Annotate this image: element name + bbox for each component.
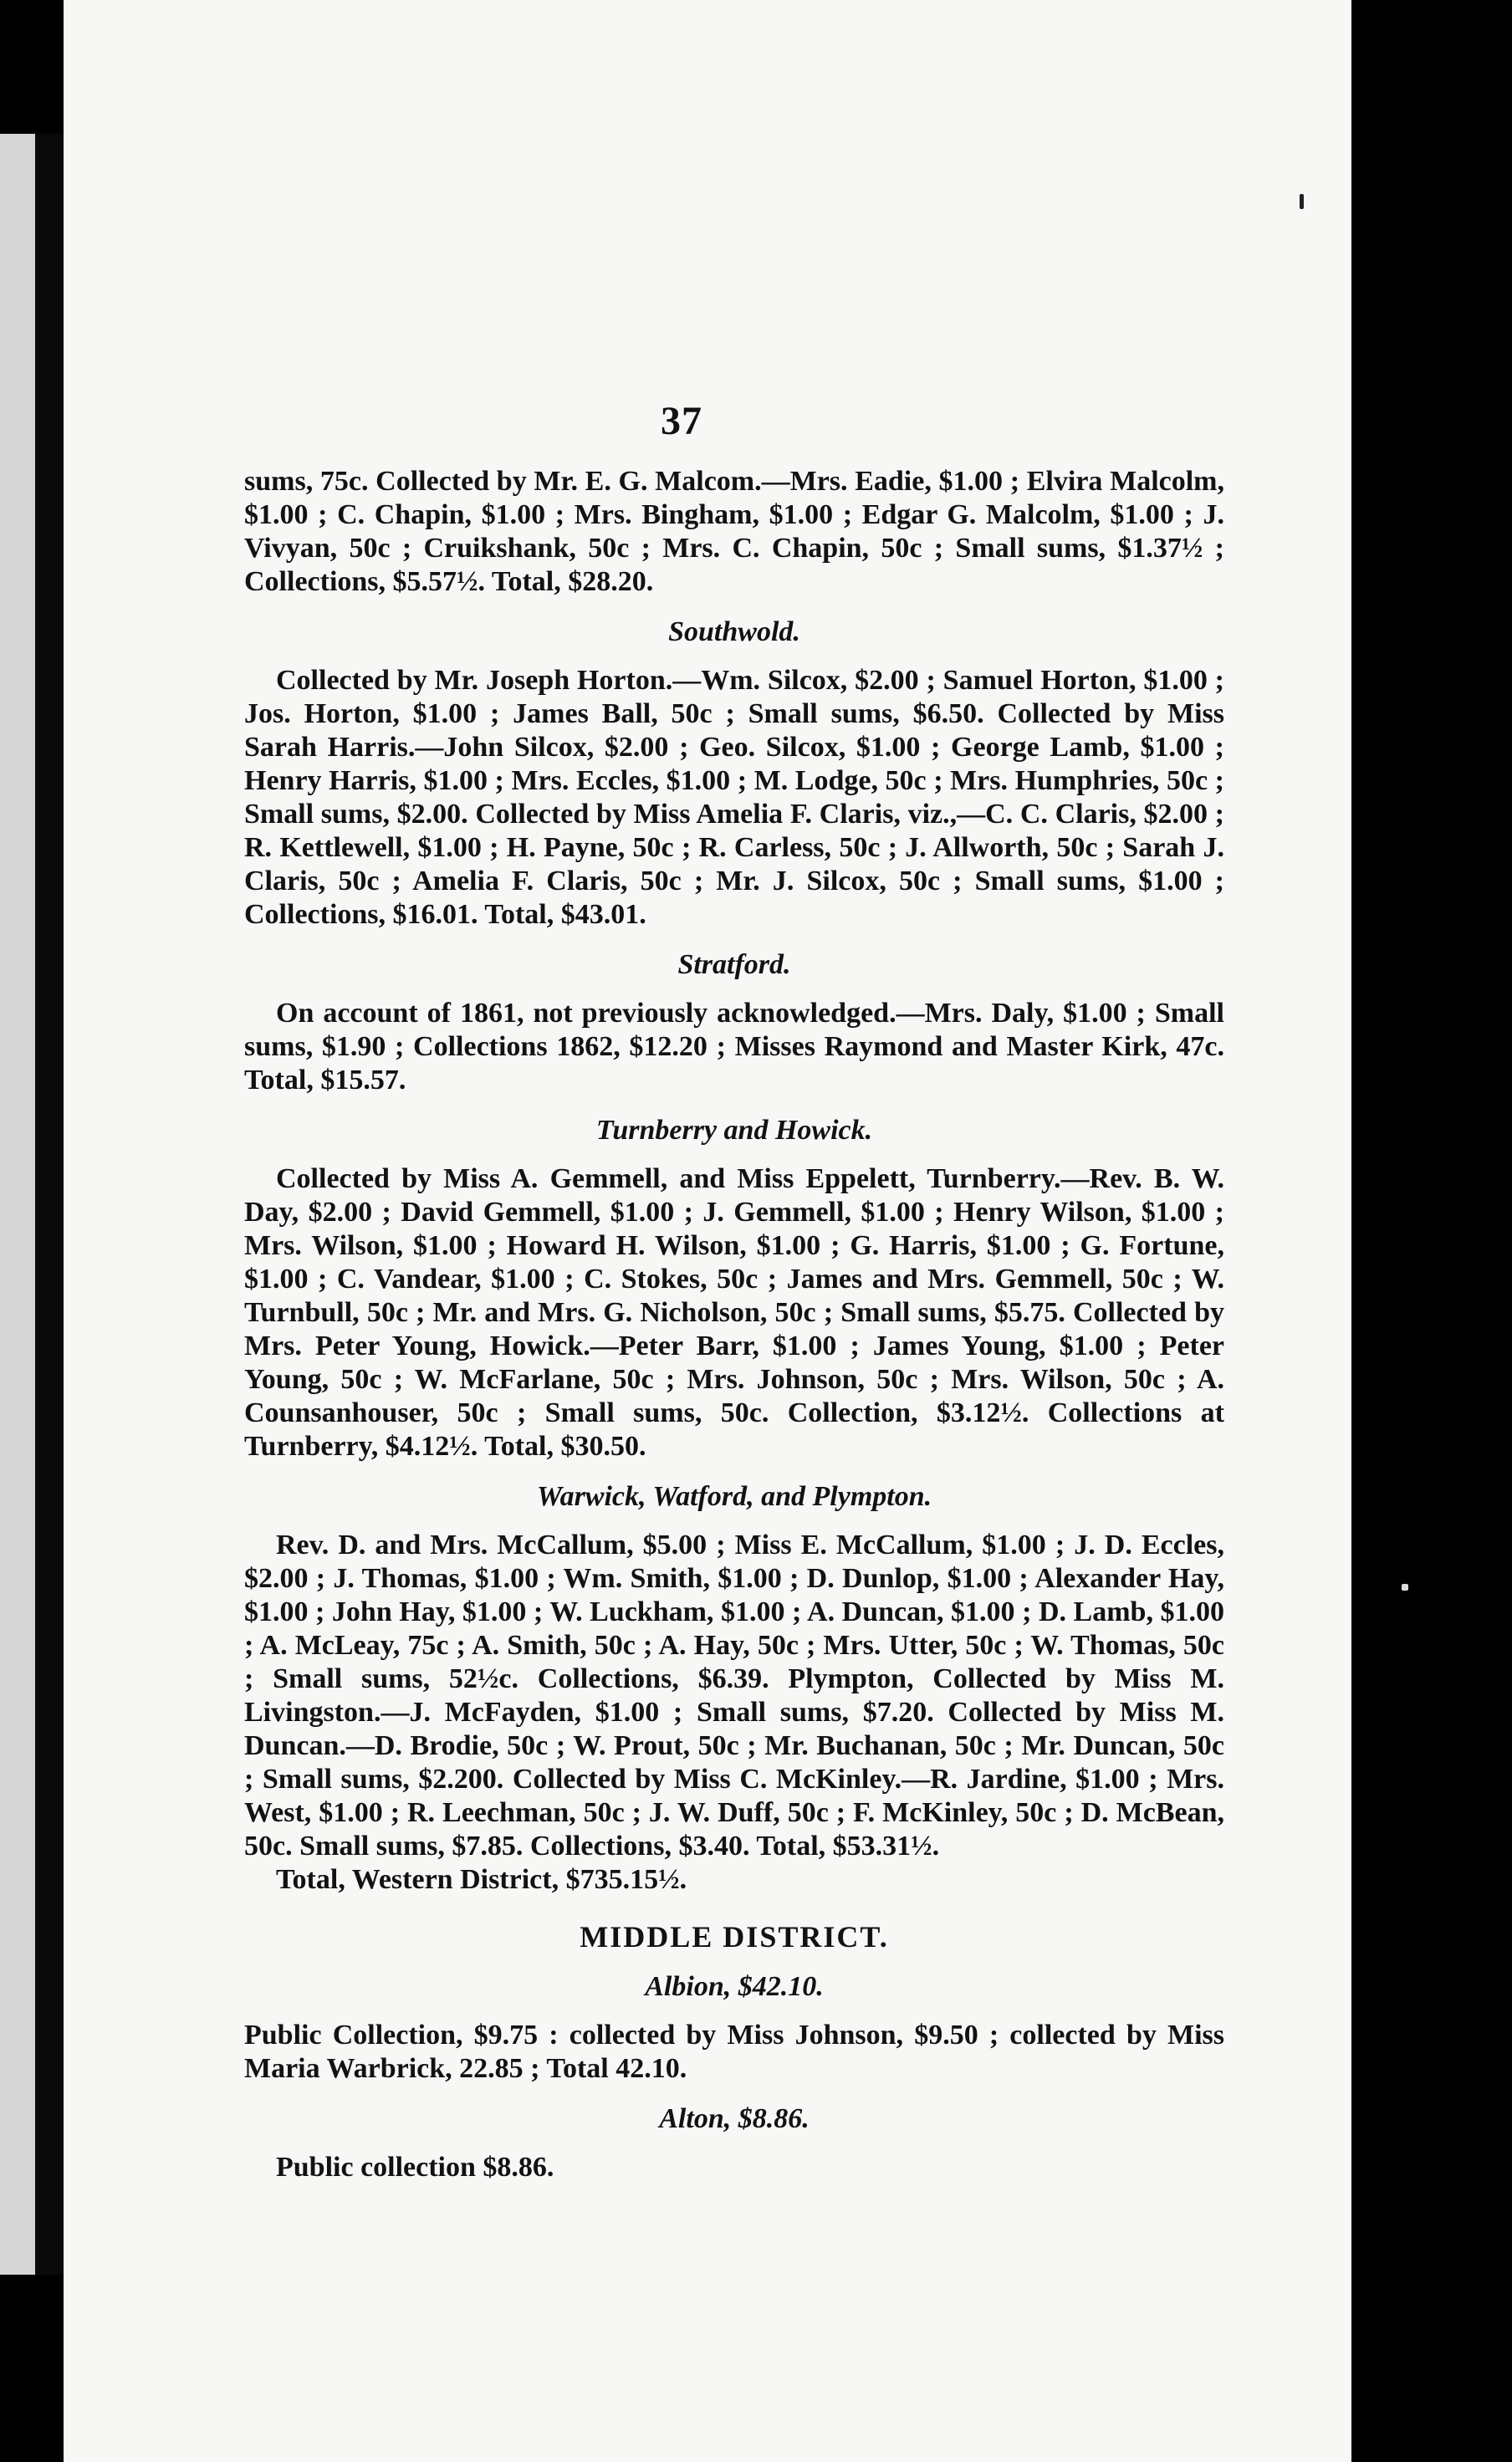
paragraph: Collected by Miss A. Gemmell, and Miss Eppelett, Turnberry.—Rev. B. W. Day, $2.00 ; David Gemmell, $1.00 ; J. Gemmell, $1.00 ; Henry Wilson, $1.00 ; Mrs. Wilson, $1.00 ; Howard H. Wilson, $1.00 ; G. Harris, $1.00 ; G. Fortune, $1.00 ; C. Vandear, $1.00 ; C. Stokes, 50c ; James and Mrs. Gemmell, 50c ; W. Turnbull, 50c ; Mr. and Mrs. G. Nicholson, 50c ; Small sums, $5.75. Collected by Mrs. Peter Young, Howick.—Peter Barr, $1.00 ; James Young, $1.00 ; Peter Young, 50c ; W. McFarlane, 50c ; Mrs. Johnson, 50c ; Mrs. Wilson, 50c ; A. Counsanhouser, 50c ; Small sums, 50c. Collection, $3.12½. Collections at Turnberry, $4.12½. Total, $30.50.: [244, 1163, 1224, 1462]
paragraph: sums, 75c. Collected by Mr. E. G. Malcom.—Mrs. Eadie, $1.00 ; Elvira Malcolm, $1.00 ; C. Chapin, $1.00 ; Mrs. Bingham, $1.00 ; Edgar G. Malcolm, $1.00 ; J. Vivyan, 50c ; Cruikshank, 50c ; Mrs. C. Chapin, 50c ; Small sums, $1.37½ ; Collections, $5.57½. Total, $28.20.: [244, 466, 1224, 597]
section-heading: Alton, $8.86.: [659, 2103, 810, 2134]
page-number: 37: [661, 399, 702, 443]
paragraph: Total, Western District, $735.15½.: [276, 1864, 687, 1895]
margin-speck: [1402, 1584, 1408, 1591]
paragraph: Public collection $8.86.: [276, 2152, 554, 2183]
section-heading: Southwold.: [668, 616, 800, 647]
paragraph: Collected by Mr. Joseph Horton.—Wm. Silcox, $2.00 ; Samuel Horton, $1.00 ; Jos. Horton, $1.00 ; James Ball, 50c ; Small sums, $6.50. Collected by Miss Sarah Harris.—John Silcox, $2.00 ; Geo. Silcox, $1.00 ; George Lamb, $1.00 ; Henry Harris, $1.00 ; Mrs. Eccles, $1.00 ; M. Lodge, 50c ; Mrs. Humphries, 50c ; Small sums, $2.00. Collected by Miss Amelia F. Claris, viz.,—C. C. Claris, $2.00 ; R. Kettlewell, $1.00 ; H. Payne, 50c ; R. Carless, 50c ; J. Allworth, 50c ; Sarah J. Claris, 50c ; Amelia F. Claris, 50c ; Mr. J. Silcox, 50c ; Small sums, $1.00 ; Collections, $16.01. Total, $43.01.: [244, 665, 1224, 930]
section-heading: Turnberry and Howick.: [595, 1115, 873, 1146]
section-heading: Warwick, Watford, and Plympton.: [536, 1481, 932, 1512]
section-heading: Albion, $42.10.: [645, 1971, 824, 2002]
page-shadow: [1351, 0, 1512, 2462]
paragraph: On account of 1861, not previously acknowledged.—Mrs. Daly, $1.00 ; Small sums, $1.90 ; Collections 1862, $12.20 ; Misses Raymond and Master Kirk, 47c. Total, $15.57.: [244, 998, 1224, 1096]
binding-gutter: [35, 134, 64, 2275]
district-heading: MIDDLE DISTRICT.: [580, 1920, 889, 1954]
section-heading: Stratford.: [677, 949, 791, 980]
paragraph: Rev. D. and Mrs. McCallum, $5.00 ; Miss E. McCallum, $1.00 ; J. D. Eccles, $2.00 ; J. Thomas, $1.00 ; Wm. Smith, $1.00 ; D. Dunlop, $1.00 ; Alexander Hay, $1.00 ; John Hay, $1.00 ; W. Luckham, $1.00 ; A. Duncan, $1.00 ; D. Lamb, $1.00 ; A. McLeay, 75c ; A. Smith, 50c ; A. Hay, 50c ; Mrs. Utter, 50c ; W. Thomas, 50c ; Small sums, 52½c. Collections, $6.39. Plympton, Collected by Miss M. Livingston.—J. McFayden, $1.00 ; Small sums, $7.20. Collected by Miss M. Duncan.—D. Brodie, 50c ; W. Prout, 50c ; Mr. Buchanan, 50c ; Mr. Duncan, 50c ; Small sums, $2.200. Collected by Miss C. McKinley.—R. Jardine, $1.00 ; Mrs. West, $1.00 ; R. Leechman, 50c ; J. W. Duff, 50c ; F. McKinley, 50c ; D. McBean, 50c. Small sums, $7.85. Collections, $3.40. Total, $53.31½.: [244, 1530, 1224, 1862]
previous-page-edge: [0, 134, 35, 2275]
margin-speck: [1300, 194, 1304, 209]
page-body: [244, 465, 1224, 2184]
paragraph: Public Collection, $9.75 : collected by Miss Johnson, $9.50 ; collected by Miss Maria Warbrick, 22.85 ; Total 42.10.: [244, 2020, 1224, 2084]
